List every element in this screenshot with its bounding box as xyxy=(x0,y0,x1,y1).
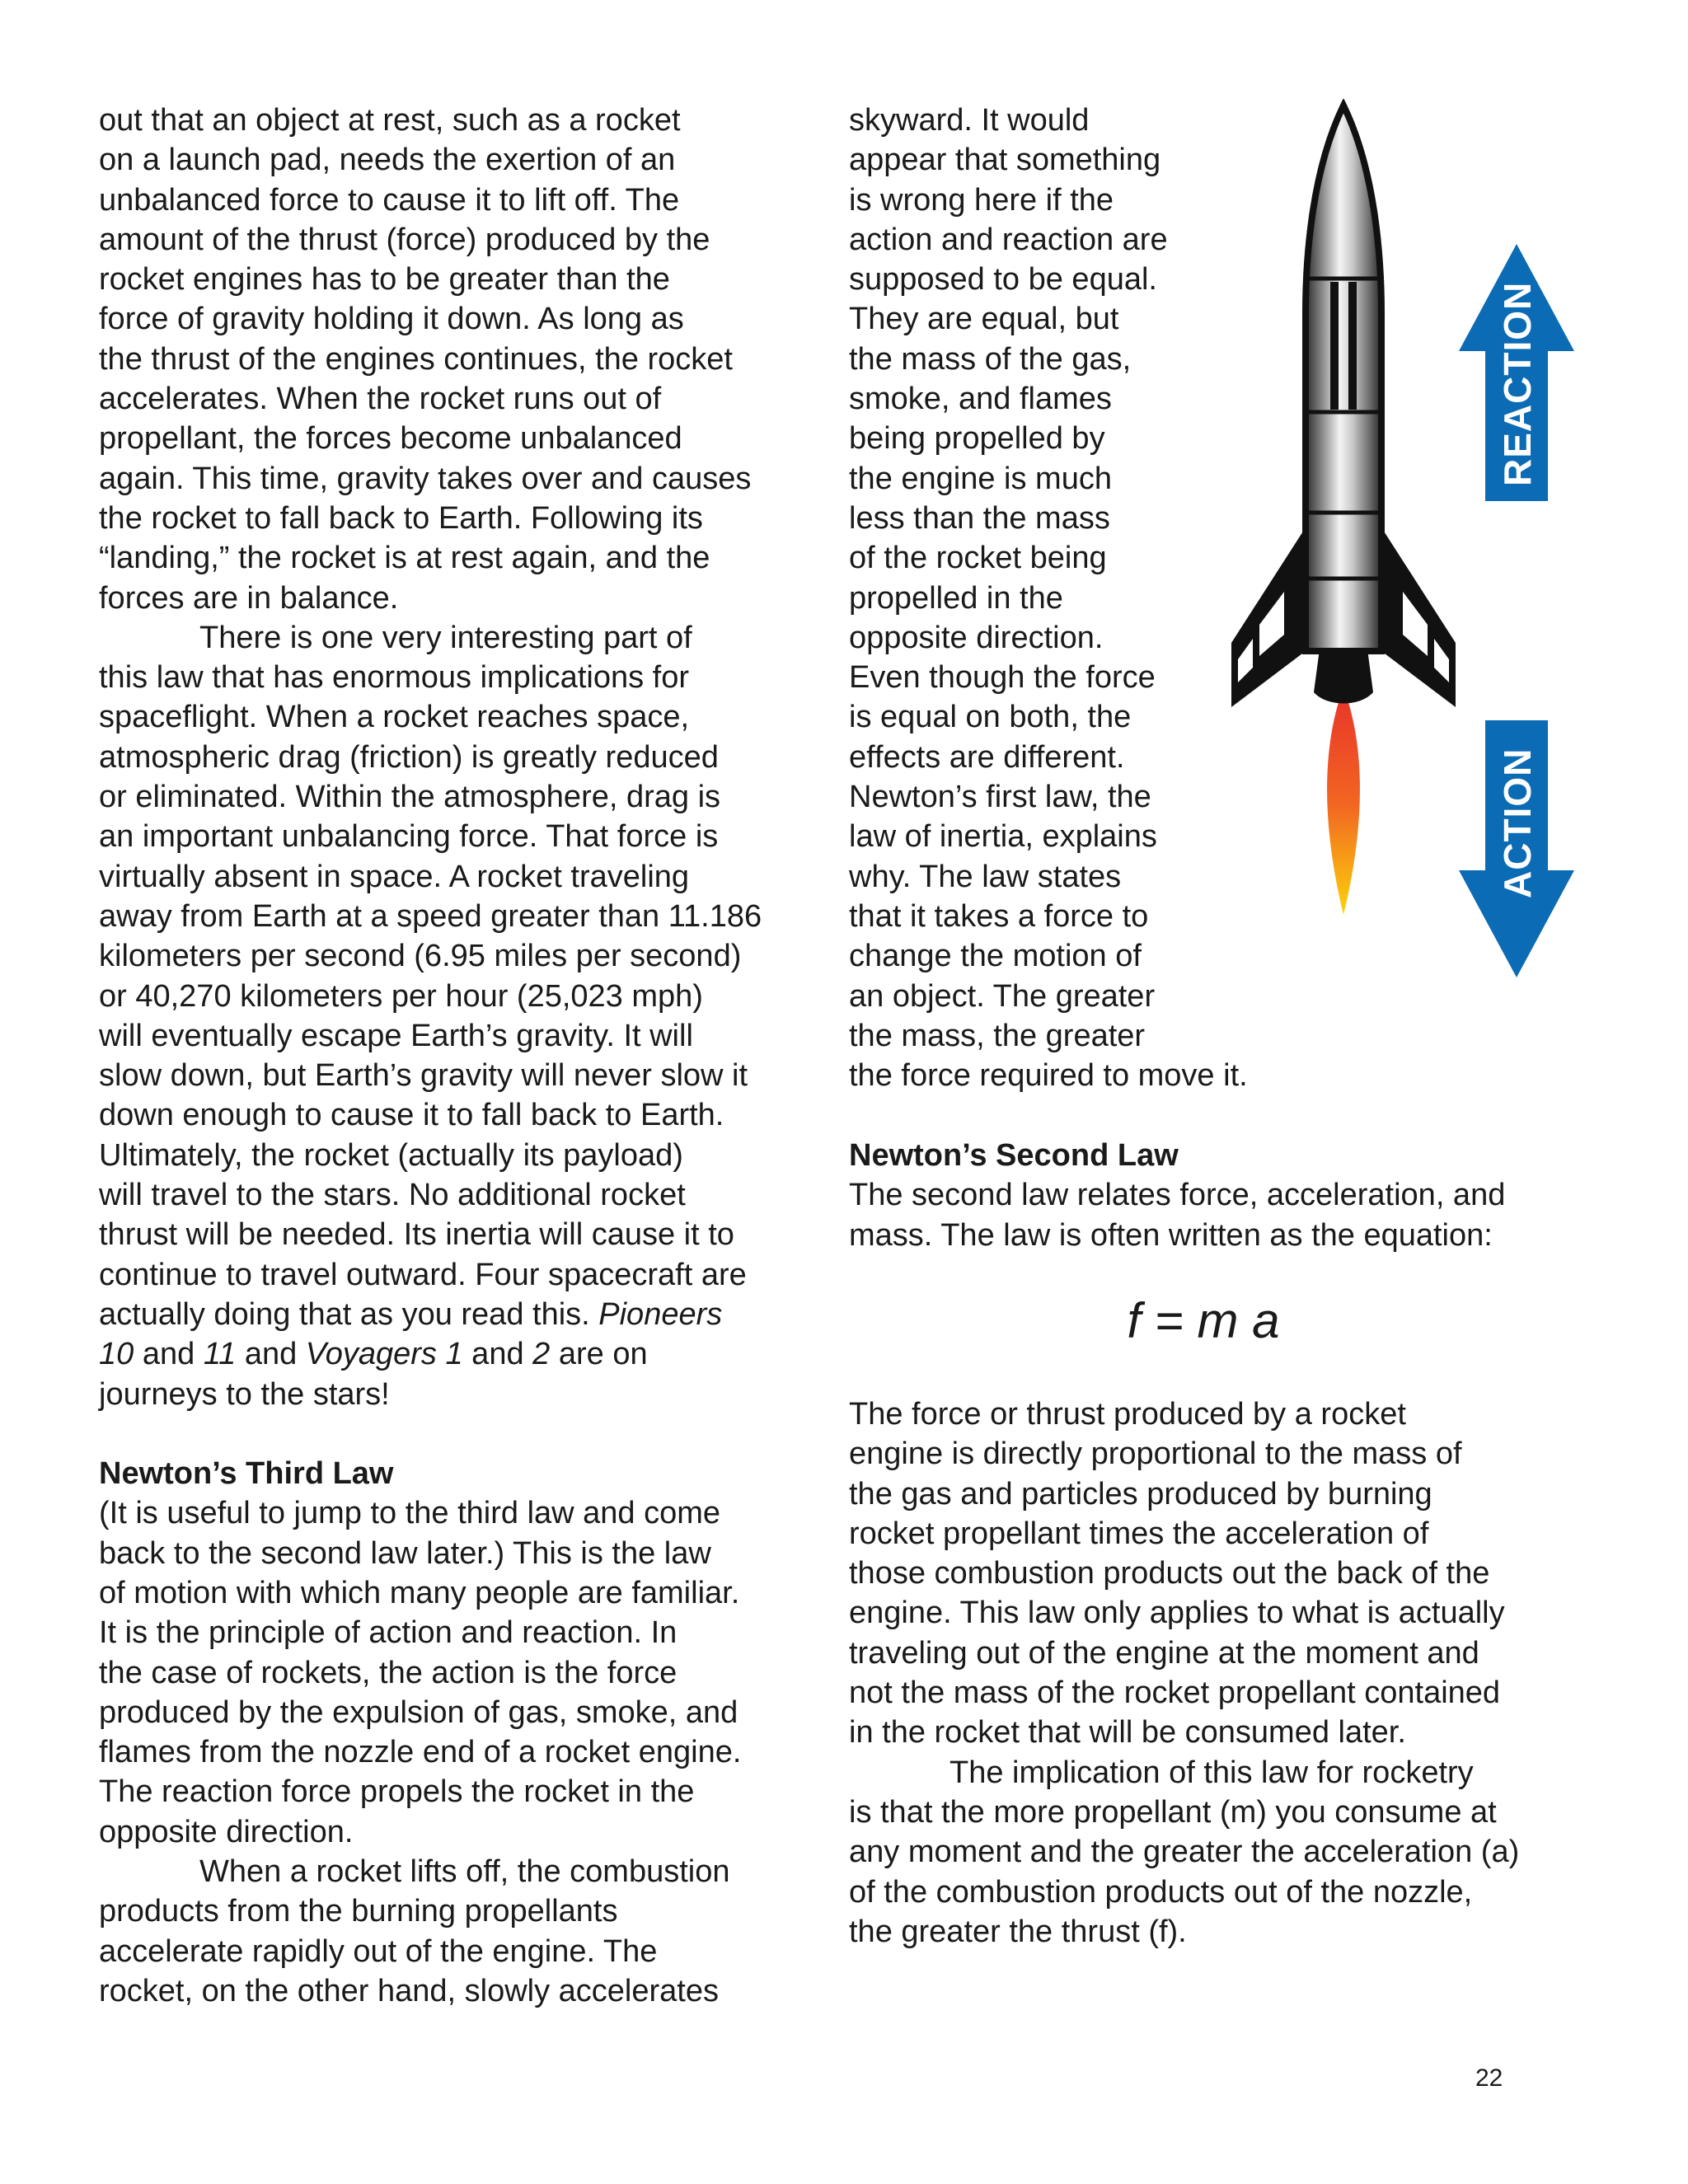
spacer xyxy=(99,1414,824,1454)
text-line: supposed to be equal. xyxy=(849,262,1157,298)
text-line: accelerate rapidly out of the engine. The xyxy=(99,1933,658,1969)
text-line: spaceflight. When a rocket reaches space, xyxy=(99,700,690,735)
heading-third-law xyxy=(99,1454,824,1493)
text-line: effects are different. xyxy=(849,739,1125,775)
text-line: the gas and particles produced by burning xyxy=(849,1476,1432,1511)
reaction-arrow xyxy=(1459,244,1574,501)
text-line: unbalanced force to cause it to lift off. The xyxy=(99,182,680,218)
text-line: is wrong here if the xyxy=(849,182,1114,218)
text-line: propellant, the forces become unbalanced xyxy=(99,421,682,457)
text-line: less than the mass xyxy=(849,500,1110,536)
right-column-top xyxy=(849,101,1278,1095)
text-line: Even though the force xyxy=(849,660,1156,696)
paragraph-thrust xyxy=(849,1394,1591,1753)
text-line: The force or thrust produced by a rocket xyxy=(849,1397,1406,1432)
right-column-bottom xyxy=(849,1136,1591,1255)
text-line: There is one very interesting part of xyxy=(199,620,692,655)
text-line: in the rocket that will be consumed later. xyxy=(849,1715,1406,1750)
text-line: engine is directly proportional to the mass of xyxy=(849,1436,1462,1472)
rocket-diagram xyxy=(1220,99,1582,1005)
text-line: that it takes a force to xyxy=(849,898,1149,934)
text-line: virtually absent in space. A rocket traveling xyxy=(99,859,690,894)
text-line: thrust will be needed. Its inertia will cause it to xyxy=(99,1217,734,1253)
text-line: The reaction force propels the rocket in the xyxy=(99,1774,695,1810)
paragraph-spaceflight xyxy=(99,618,824,1414)
text-line: this law that has enormous implications for xyxy=(99,660,689,696)
text-line: away from Earth at a speed greater than 11.186 xyxy=(99,898,762,934)
text-line: an important unbalancing force. That force is xyxy=(99,819,719,855)
text-line: accelerates. When the rocket runs out of xyxy=(99,382,662,417)
text-line: slow down, but Earth’s gravity will never slow it xyxy=(99,1058,748,1094)
text-line: Ultimately, the rocket (actually its payload) xyxy=(99,1137,683,1173)
rocket-body xyxy=(1306,105,1381,651)
text-line: mass. The law is often written as the equation: xyxy=(849,1217,1493,1253)
text-line: of motion with which many people are familiar. xyxy=(99,1575,740,1610)
text-line: engine. This law only applies to what is actually xyxy=(849,1596,1505,1631)
text-line: action and reaction are xyxy=(849,222,1168,257)
text-line: again. This time, gravity takes over and causes xyxy=(99,461,752,496)
text-line: any moment and the greater the acceleration (a) xyxy=(849,1835,1520,1870)
left-column xyxy=(99,101,824,2011)
text-run: actually doing that as you read this. xyxy=(99,1296,599,1332)
text-line: the greater the thrust (f). xyxy=(849,1914,1187,1949)
text-line xyxy=(99,1295,824,1334)
text-line: smoke, and flames xyxy=(849,382,1112,417)
action-label: ACTION xyxy=(1496,748,1539,898)
text-line: will eventually escape Earth’s gravity. It will xyxy=(99,1018,693,1053)
text-line: of the combustion products out of the nozzle, xyxy=(849,1874,1473,1910)
text-line: out that an object at rest, such as a rocket xyxy=(99,103,681,138)
text-line: opposite direction. xyxy=(849,620,1104,655)
right-column-bottom-text xyxy=(849,1394,1591,1952)
text-line xyxy=(99,1334,824,1374)
text-line: the force required to move it. xyxy=(849,1058,1248,1094)
paragraph-liftoff xyxy=(99,1852,824,2011)
text-line: “landing,” the rocket is at rest again, and the xyxy=(99,541,710,576)
text-line: opposite direction. xyxy=(99,1814,354,1849)
text-line: is that the more propellant (m) you consume at xyxy=(849,1794,1497,1830)
spacecraft-name: 2 xyxy=(532,1337,551,1372)
text-line: why. The law states xyxy=(849,859,1122,894)
text-line: or 40,270 kilometers per hour (25,023 mph) xyxy=(99,978,703,1014)
paragraph-balanced-forces xyxy=(99,101,824,618)
heading-text: Newton’s Third Law xyxy=(99,1456,394,1492)
text-line: amount of the thrust (force) produced by the xyxy=(99,222,710,257)
text-line: traveling out of the engine at the moment and xyxy=(849,1635,1479,1671)
text-line: atmospheric drag (friction) is greatly reduced xyxy=(99,739,719,775)
text-run: and xyxy=(462,1337,533,1372)
spacecraft-name: Pioneers xyxy=(598,1296,723,1332)
text-line: The second law relates force, acceleration, and xyxy=(849,1178,1506,1213)
text-line: the mass, the greater xyxy=(849,1018,1146,1053)
text-line: or eliminated. Within the atmosphere, drag is xyxy=(99,780,721,815)
paragraph-action-reaction xyxy=(99,1493,824,1852)
text-line: change the motion of xyxy=(849,939,1142,974)
action-arrow xyxy=(1459,720,1574,977)
text-line: products from the burning propellants xyxy=(99,1894,618,1929)
text-line: forces are in balance. xyxy=(99,580,399,616)
text-line: flames from the nozzle end of a rocket engine. xyxy=(99,1735,742,1770)
text-line: an object. The greater xyxy=(849,978,1156,1014)
text-run: and xyxy=(236,1337,306,1372)
text-line: of the rocket being xyxy=(849,541,1107,576)
reaction-label: REACTION xyxy=(1496,281,1539,486)
text-line: will travel to the stars. No additional rocket xyxy=(99,1178,686,1213)
text-line: is equal on both, the xyxy=(849,700,1132,735)
text-line: continue to travel outward. Four spacecraft are xyxy=(99,1257,747,1292)
text-line: rocket propellant times the acceleration of xyxy=(849,1516,1429,1551)
text-line: journeys to the stars! xyxy=(99,1376,390,1412)
text-line: skyward. It would xyxy=(849,103,1090,138)
text-line: being propelled by xyxy=(849,421,1105,457)
text-line: The implication of this law for rocketry xyxy=(950,1755,1474,1790)
text-line: not the mass of the rocket propellant contained xyxy=(849,1675,1501,1711)
spacecraft-name: Voyagers 1 xyxy=(305,1337,463,1372)
paragraph-implication xyxy=(849,1753,1591,1952)
text-line: (It is useful to jump to the third law and come xyxy=(99,1496,721,1531)
text-line: force of gravity holding it down. As long as xyxy=(99,302,684,337)
text-line: rocket engines has to be greater than the xyxy=(99,262,670,298)
spacecraft-name: 10 xyxy=(99,1337,134,1372)
text-line: When a rocket lifts off, the combustion xyxy=(199,1854,730,1890)
rocket-right-fin xyxy=(1381,527,1456,707)
text-line: law of inertia, explains xyxy=(849,819,1157,855)
text-line: appear that something xyxy=(849,143,1161,178)
rocket-left-fin xyxy=(1231,527,1306,707)
text-line: the rocket to fall back to Earth. Following its xyxy=(99,500,703,536)
paragraph-continuation xyxy=(849,101,1278,1095)
text-line: back to the second law later.) This is the law xyxy=(99,1535,711,1571)
text-line: It is the principle of action and reaction. In xyxy=(99,1615,678,1651)
heading-second-law xyxy=(849,1136,1591,1175)
text-run: and xyxy=(134,1337,204,1372)
page-number: 22 xyxy=(1475,2064,1503,2092)
text-run: are on xyxy=(550,1337,648,1372)
heading-text: Newton’s Second Law xyxy=(849,1138,1179,1173)
text-line: produced by the expulsion of gas, smoke, and xyxy=(99,1694,738,1730)
rocket-flame xyxy=(1327,692,1360,915)
text-line: kilometers per second (6.95 miles per second) xyxy=(99,939,742,974)
text-line: on a launch pad, needs the exertion of an xyxy=(99,143,676,178)
text-line: the mass of the gas, xyxy=(849,341,1132,377)
text-line: the thrust of the engines continues, the rocket xyxy=(99,341,733,377)
equation: f = m a xyxy=(1127,1293,1280,1348)
paragraph-second-law-intro xyxy=(849,1175,1591,1255)
text-line: those combustion products out the back of the xyxy=(849,1556,1490,1591)
text-line: the case of rockets, the action is the force xyxy=(99,1655,678,1690)
text-line: They are equal, but xyxy=(849,302,1119,337)
text-line: rocket, on the other hand, slowly accelerates xyxy=(99,1973,719,2008)
text-line: the engine is much xyxy=(849,461,1112,496)
spacecraft-name: 11 xyxy=(203,1337,237,1372)
text-line: down enough to cause it to fall back to Earth. xyxy=(99,1098,724,1133)
text-line: Newton’s first law, the xyxy=(849,780,1151,815)
text-line: propelled in the xyxy=(849,580,1063,616)
